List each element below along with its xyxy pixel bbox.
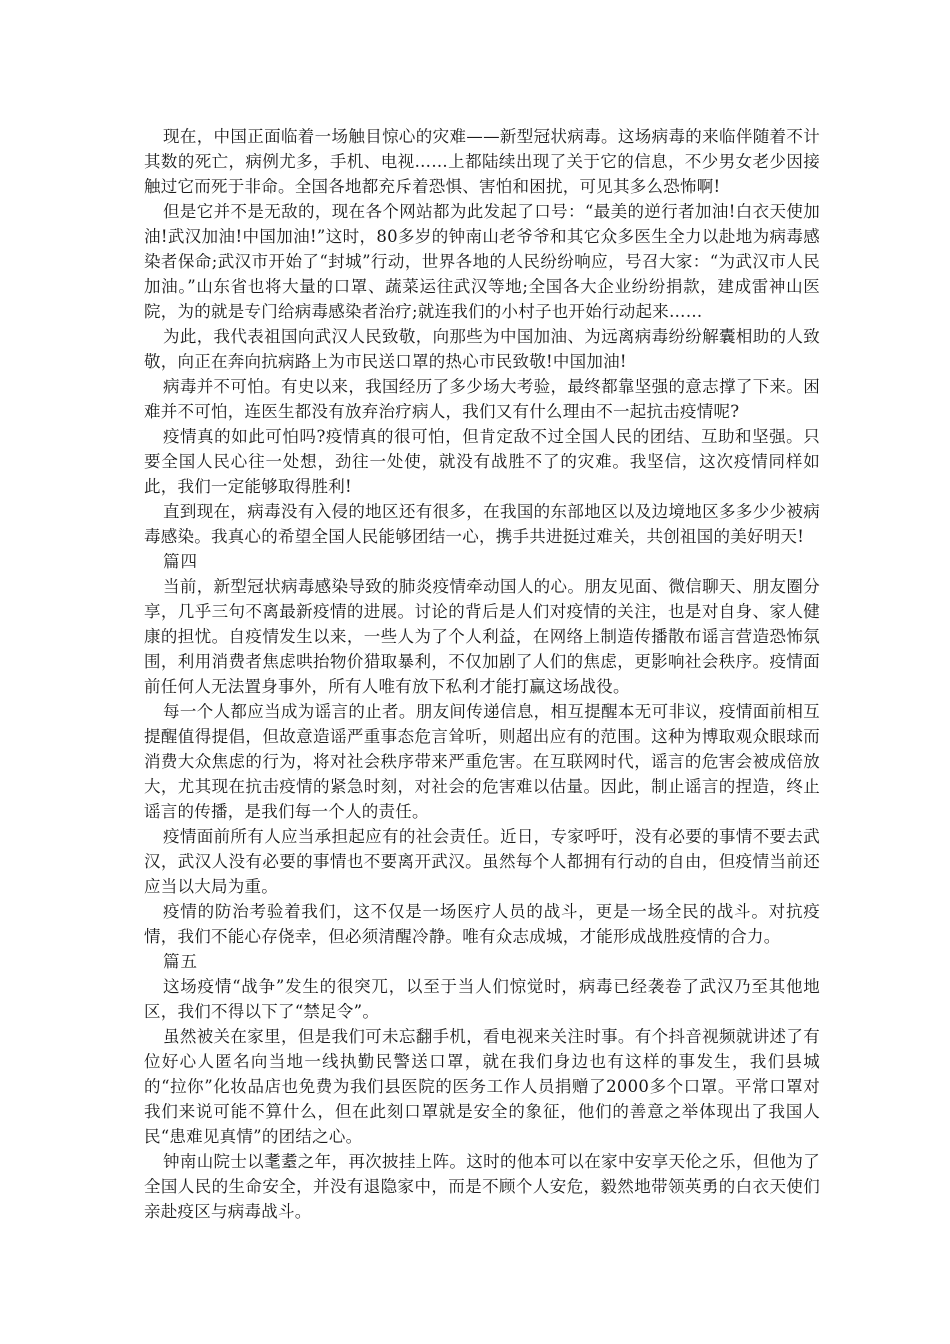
paragraph: 病毒并不可怕。有史以来，我国经历了多少场大考验，最终都靠坚强的意志撑了下来。困难并不可怕，连医生都没有放弃治疗病人，我们又有什么理由不一起抗击疫情呢? bbox=[144, 377, 820, 421]
paragraph: 现在，中国正面临着一场触目惊心的灾难——新型冠状病毒。这场病毒的来临伴随着不计其数的死亡，病例尤多，手机、电视……上都陆续出现了关于它的信息，不少男女老少因接触过它而死于非命。全国各地都充斥着恐惧、害怕和困扰，可见其多么恐怖啊! bbox=[144, 127, 820, 196]
paragraph: 虽然被关在家里，但是我们可未忘翻手机，看电视来关注时事。有个抖音视频就讲述了有位好心人匿名向当地一线执勤民警送口罩，就在我们身边也有这样的事发生，我们县城的“拉你”化妆品店也免费为我们县医院的医务工作人员捐赠了2000多个口罩。平常口罩对我们来说可能不算什么，但在此刻口罩就是安全的象征，他们的善意之举体现出了我国人民“患难见真情”的团结之心。 bbox=[144, 1027, 820, 1146]
paragraph: 疫情真的如此可怕吗?疫情真的很可怕，但肯定敌不过全国人民的团结、互助和坚强。只要全国人民心往一处想，劲往一处使，就没有战胜不了的灾难。我坚信，这次疫情同样如此，我们一定能够取得胜利! bbox=[144, 427, 820, 496]
paragraph: 疫情的防治考验着我们，这不仅是一场医疗人员的战斗，更是一场全民的战斗。对抗疫情，我们不能心存侥幸，但必须清醒冷静。唯有众志成城，才能形成战胜疫情的合力。 bbox=[144, 902, 820, 946]
paragraph: 但是它并不是无敌的，现在各个网站都为此发起了口号：“最美的逆行者加油!白衣天使加油!武汉加油!中国加油!”这时，80多岁的钟南山老爷爷和其它众多医生全力以赴地为病毒感染者保命;武汉市开始了“封城”行动，世界各地的人民纷纷响应，号召大家：“为武汉市人民加油。”山东省也将大量的口罩、蔬菜运往武汉等地;全国各大企业纷纷捐款，建成雷神山医院，为的就是专门给病毒感染者治疗;就连我们的小村子也开始行动起来…… bbox=[144, 202, 820, 321]
paragraph: 钟南山院士以耄耋之年，再次披挂上阵。这时的他本可以在家中安享天伦之乐，但他为了全国人民的生命安全，并没有退隐家中，而是不顾个人安危，毅然地带领英勇的白衣天使们亲赴疫区与病毒战斗。 bbox=[144, 1152, 820, 1221]
paragraph: 当前，新型冠状病毒感染导致的肺炎疫情牵动国人的心。朋友见面、微信聊天、朋友圈分享，几乎三句不离最新疫情的进展。讨论的背后是人们对疫情的关注，也是对自身、家人健康的担忧。自疫情发生以来，一些人为了个人利益，在网络上制造传播散布谣言营造恐怖氛围，利用消费者焦虑哄抬物价猎取暴利，不仅加剧了人们的焦虑，更影响社会秩序。疫情面前任何人无法置身事外，所有人唯有放下私利才能打赢这场战役。 bbox=[144, 577, 820, 696]
paragraph: 这场疫情“战争”发生的很突兀，以至于当人们惊觉时，病毒已经袭卷了武汉乃至其他地区，我们不得以下了“禁足令”。 bbox=[144, 977, 820, 1021]
paragraph: 为此，我代表祖国向武汉人民致敬，向那些为中国加油、为远离病毒纷纷解囊相助的人致敬，向正在奔向抗病路上为市民送口罩的热心市民致敬!中国加油! bbox=[144, 327, 820, 371]
section-heading-4: 篇四 bbox=[163, 552, 198, 571]
paragraph: 直到现在，病毒没有入侵的地区还有很多，在我国的东部地区以及边境地区多多少少被病毒感染。我真心的希望全国人民能够团结一心，携手共进挺过难关，共创祖国的美好明天! bbox=[144, 502, 820, 546]
paragraph: 疫情面前所有人应当承担起应有的社会责任。近日，专家呼吁，没有必要的事情不要去武汉，武汉人没有必要的事情也不要离开武汉。虽然每个人都拥有行动的自由，但疫情当前还应当以大局为重。 bbox=[144, 827, 820, 896]
paragraph: 每一个人都应当成为谣言的止者。朋友间传递信息，相互提醒本无可非议，疫情面前相互提醒值得提倡，但故意造谣严重事态危言耸听，则超出应有的范围。这种为博取观众眼球而消费大众焦虑的行为，将对社会秩序带来严重危害。在互联网时代，谣言的危害会被成倍放大，尤其现在抗击疫情的紧急时刻，对社会的危害难以估量。因此，制止谣言的捏造，终止谣言的传播，是我们每一个人的责任。 bbox=[144, 702, 820, 821]
section-heading-5: 篇五 bbox=[163, 952, 198, 971]
